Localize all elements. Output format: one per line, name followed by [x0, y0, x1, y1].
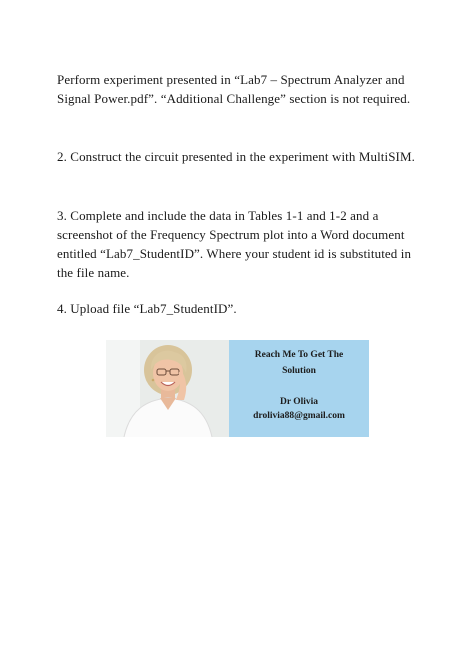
woman-photo: [106, 340, 229, 437]
promo-headline: Reach Me To Get The Solution: [254, 350, 344, 376]
instruction-paragraph-4: 4. Upload file “Lab7_StudentID”.: [57, 301, 237, 316]
instruction-paragraph-2: 2. Construct the circuit presented in the experiment with MultiSIM.: [57, 149, 415, 164]
promo-banner[interactable]: [106, 340, 369, 437]
woman-portrait-image: [106, 340, 229, 437]
instruction-paragraph-3: 3. Complete and include the data in Tables 1-1 and 1-2 and a screenshot of the Frequency Spectrum plot into a Word document entitled “Lab7_StudentID”. Where your student id is substituted in the file name.: [57, 208, 412, 280]
instruction-paragraph-1: Perform experiment presented in “Lab7 – Spectrum Analyzer and Signal Power.pdf”. “Additional Challenge” section is not required.: [57, 72, 411, 106]
contact-panel: [229, 340, 369, 437]
contact-name: Dr Olivia: [279, 397, 319, 407]
contact-email-link[interactable]: drolivia88@gmail.com: [253, 411, 345, 421]
